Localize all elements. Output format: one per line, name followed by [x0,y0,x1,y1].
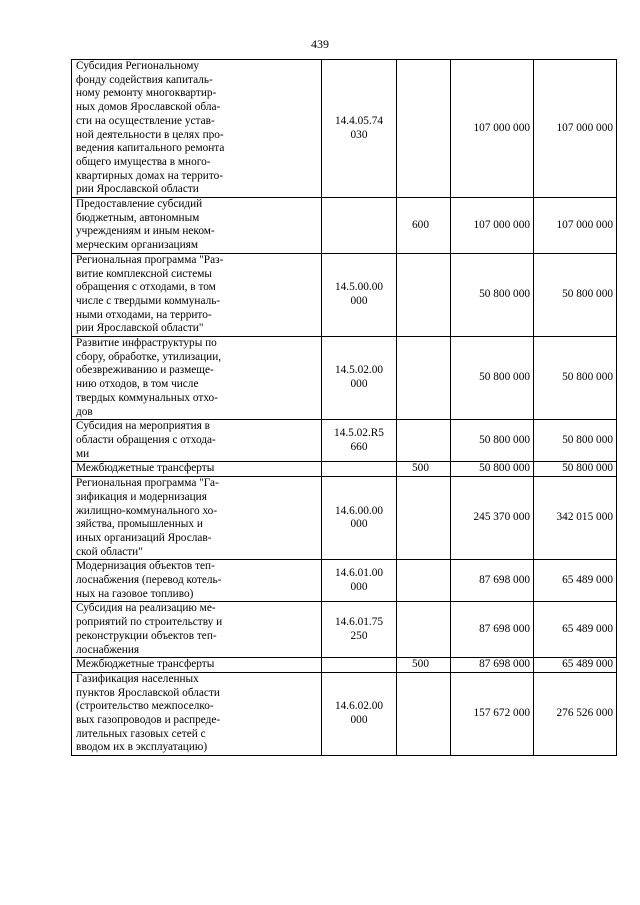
item-name-line: (строительство межпоселко- [76,700,214,713]
item-name-line: лительных газовых сетей с [76,727,206,740]
item-name-line: пунктов Ярославской области [76,686,220,699]
table-row [72,462,617,477]
item-name-line: обращения с отходами, в том [76,281,216,294]
item-name-cell [72,560,322,602]
table-row [72,560,617,602]
amount-year-1-cell: 87 698 000 [451,602,534,658]
amount-year-1-cell: 50 800 000 [451,420,534,462]
item-name-line: ной деятельности в целях про- [76,128,224,141]
item-name-line: обезвреживанию и размеще- [76,364,214,377]
expense-type-cell [397,560,451,602]
program-code-line: 030 [350,128,368,141]
item-name-line: Газификация населенных [76,672,199,685]
item-name-line: сти на осуществление устав- [76,114,215,127]
amount-year-2-cell: 107 000 000 [534,60,617,198]
table-row [72,672,617,755]
amount-year-1-cell: 157 672 000 [451,672,534,755]
expense-type-cell [397,420,451,462]
item-name-cell [72,462,322,477]
amount-year-2-cell: 65 489 000 [534,560,617,602]
expense-type-cell: 500 [397,462,451,477]
item-name-cell [72,337,322,420]
item-name-line: зификация и модернизация [76,490,207,503]
expense-type-cell: 500 [397,658,451,673]
program-code-line: 000 [350,580,368,593]
amount-year-2-cell: 50 800 000 [534,253,617,336]
item-name-line: твердых коммунальных отхо- [76,391,218,404]
item-name-line: дов [76,405,93,418]
amount-year-1-cell: 107 000 000 [451,60,534,198]
table-row [72,477,617,560]
expense-type-cell [397,602,451,658]
item-name-line: квартирных домах на террито- [76,169,224,182]
item-name-line: Межбюджетные трансферты [76,462,215,475]
item-name-line: фонду содействия капиталь- [76,73,213,86]
program-code-line: 14.4.05.74 [334,114,383,127]
item-name-line: Развитие инфраструктуры по [76,337,217,350]
budget-table [71,59,617,756]
item-name-cell [72,477,322,560]
item-name-line: жилищно-коммунального хо- [76,504,218,517]
item-name-line: учреждениям и иным неком- [76,225,215,238]
program-code-line: 000 [350,714,368,727]
amount-year-2-cell: 107 000 000 [534,198,617,254]
item-name-line: зяйства, промышленных и [76,518,203,531]
item-name-line: Субсидия на мероприятия в [76,420,210,433]
amount-year-2-cell: 276 526 000 [534,672,617,755]
amount-year-1-cell: 87 698 000 [451,658,534,673]
program-code-line: 14.5.00.00 [334,281,383,294]
item-name-line: сбору, обработке, утилизации, [76,350,222,363]
expense-type-cell [397,337,451,420]
program-code-cell [322,658,397,673]
item-name-line: ных домов Ярославской обла- [76,101,221,114]
item-name-line: вводом их в эксплуатацию) [76,741,208,754]
item-name-line: ному ремонту многоквартир- [76,87,217,100]
table-row [72,658,617,673]
expense-type-cell [397,60,451,198]
table-row [72,420,617,462]
program-code-line: 14.5.02.R5 [334,427,384,440]
program-code-cell [322,253,397,336]
budget-table-body [72,60,617,756]
amount-year-2-cell: 342 015 000 [534,477,617,560]
item-name-line: рии Ярославской области [76,183,199,196]
item-name-line: ными отходами, на террито- [76,308,212,321]
expense-type-cell: 600 [397,198,451,254]
table-row [72,60,617,198]
amount-year-1-cell: 50 800 000 [451,337,534,420]
item-name-line: реконструкции объектов теп- [76,629,217,642]
item-name-cell [72,60,322,198]
amount-year-2-cell: 65 489 000 [534,658,617,673]
program-code-line: 000 [350,378,368,391]
program-code-cell [322,560,397,602]
program-code-cell [322,672,397,755]
item-name-line: ных на газовое топливо) [76,587,194,600]
expense-type-cell [397,672,451,755]
item-name-line: ведения капитального ремонта [76,142,225,155]
program-code-line: 14.6.02.00 [334,700,383,713]
item-name-line: ской области" [76,545,143,558]
item-name-line: Региональная программа "Га- [76,477,219,490]
table-row [72,602,617,658]
table-row [72,337,617,420]
item-name-line: числе с твердыми коммуналь- [76,294,221,307]
program-code-line: 000 [350,518,368,531]
program-code-line: 14.6.01.75 [334,616,383,629]
item-name-line: нию отходов, в том числе [76,378,199,391]
item-name-cell [72,420,322,462]
program-code-cell [322,198,397,254]
program-code-cell [322,420,397,462]
program-code-cell [322,337,397,420]
item-name-line: бюджетным, автономным [76,211,200,224]
item-name-cell [72,658,322,673]
item-name-line: рии Ярославской области" [76,322,204,335]
page-number: 439 [311,37,329,51]
program-code-cell [322,60,397,198]
item-name-cell [72,253,322,336]
item-name-line: области обращения с отхода- [76,433,216,446]
program-code-line: 14.5.02.00 [334,364,383,377]
amount-year-2-cell: 50 800 000 [534,462,617,477]
program-code-line: 250 [350,629,368,642]
item-name-line: Межбюджетные трансферты [76,658,215,671]
table-row [72,198,617,254]
item-name-line: Региональная программа "Раз- [76,253,224,266]
amount-year-1-cell: 50 800 000 [451,462,534,477]
item-name-line: общего имущества в много- [76,155,211,168]
item-name-line: Субсидия Региональному [76,60,200,72]
amount-year-1-cell: 107 000 000 [451,198,534,254]
item-name-line: роприятий по строительству и [76,616,223,629]
item-name-line: ми [76,447,90,460]
program-code-line: 14.6.00.00 [334,504,383,517]
item-name-line: лоснабжения [76,643,140,656]
amount-year-1-cell: 87 698 000 [451,560,534,602]
item-name-line: вых газопроводов и распреде- [76,714,221,727]
item-name-line: Предоставление субсидий [76,198,203,211]
program-code-cell [322,602,397,658]
program-code-cell [322,477,397,560]
item-name-cell [72,602,322,658]
expense-type-cell [397,477,451,560]
amount-year-2-cell: 50 800 000 [534,337,617,420]
program-code-line: 000 [350,294,368,307]
program-code-line: 14.6.01.00 [334,567,383,580]
amount-year-1-cell: 245 370 000 [451,477,534,560]
amount-year-1-cell: 50 800 000 [451,253,534,336]
expense-type-cell [397,253,451,336]
item-name-line: мерческим организациям [76,239,198,252]
table-row [72,253,617,336]
item-name-cell [72,672,322,755]
item-name-line: лоснабжения (перевод котель- [76,574,222,587]
amount-year-2-cell: 65 489 000 [534,602,617,658]
program-code-line: 660 [350,440,368,453]
item-name-cell [72,198,322,254]
item-name-line: иных организаций Ярослав- [76,531,212,544]
item-name-line: витие комплексной системы [76,267,212,280]
program-code-cell [322,462,397,477]
amount-year-2-cell: 50 800 000 [534,420,617,462]
item-name-line: Субсидия на реализацию ме- [76,602,216,615]
item-name-line: Модернизация объектов теп- [76,560,215,573]
